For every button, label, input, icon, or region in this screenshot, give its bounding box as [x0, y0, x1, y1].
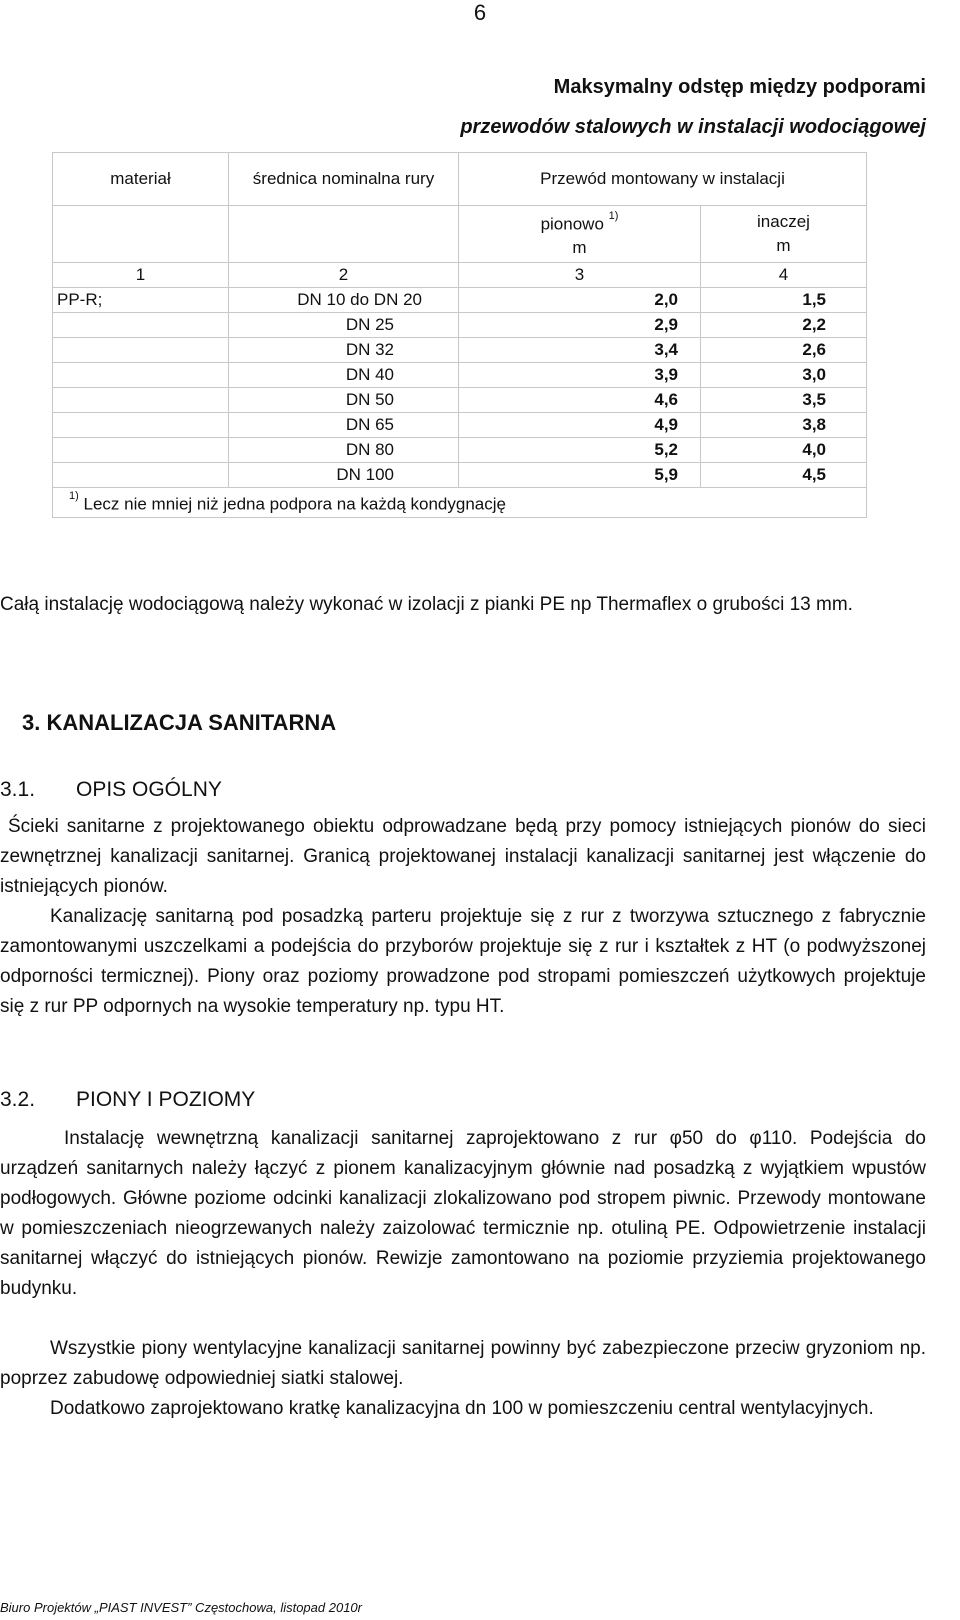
table-header-row — [53, 153, 867, 206]
dn-cell: DN 80 — [229, 438, 459, 463]
dn-cell: DN 25 — [229, 313, 459, 338]
header-vertical-label: pionowo — [540, 214, 604, 234]
paragraph: Ścieki sanitarne z projektowanego obiektu odprowadzane będą przy pomocy istniejących pionów do sieci zewnętrznej kanalizacji sanitarnej. Granicą projektowanej instalacji kanalizacji sanitarnej jest włączenie do istniejących pionów. — [0, 816, 926, 897]
table-row — [53, 463, 867, 488]
table-title: Maksymalny odstęp między podporami — [553, 76, 926, 98]
footnote-reference: 1) — [608, 209, 619, 222]
column-number: 2 — [229, 263, 459, 288]
material-cell — [53, 388, 229, 413]
table-row — [53, 413, 867, 438]
header-otherwise — [701, 206, 867, 263]
column-number-row — [53, 263, 867, 288]
dn-cell: DN 32 — [229, 338, 459, 363]
dn-cell: DN 50 — [229, 388, 459, 413]
column-number: 4 — [701, 263, 867, 288]
otherwise-cell: 3,5 — [701, 388, 867, 413]
dn-cell: DN 100 — [229, 463, 459, 488]
subsection-number: 3.2. — [0, 1088, 36, 1111]
otherwise-cell: 2,6 — [701, 338, 867, 363]
dn-cell: DN 40 — [229, 363, 459, 388]
footnote-text: Lecz nie mniej niż jedna podpora na każdą kondygnację — [83, 494, 506, 514]
header-otherwise-label: inaczej — [757, 212, 810, 231]
otherwise-cell: 3,8 — [701, 413, 867, 438]
column-number: 3 — [459, 263, 701, 288]
material-cell — [53, 413, 229, 438]
subsection-title: OPIS OGÓLNY — [76, 778, 222, 801]
header-otherwise-unit: m — [776, 236, 791, 255]
vertical-cell: 2,0 — [459, 288, 701, 313]
subsection-number: 3.1. — [0, 778, 36, 801]
material-cell: PP-R; — [53, 288, 229, 313]
dn-cell: DN 65 — [229, 413, 459, 438]
table-header-row — [53, 206, 867, 263]
otherwise-cell: 4,0 — [701, 438, 867, 463]
vertical-cell: 2,9 — [459, 313, 701, 338]
table-subtitle: przewodów stalowych w instalacji wodociągowej — [460, 116, 926, 138]
table-row — [53, 338, 867, 363]
vertical-cell: 5,9 — [459, 463, 701, 488]
otherwise-cell: 3,0 — [701, 363, 867, 388]
vertical-cell: 4,6 — [459, 388, 701, 413]
header-empty — [229, 206, 459, 263]
column-number: 1 — [53, 263, 229, 288]
paragraph: Kanalizację sanitarną pod posadzką parteru projektuje się z rur z tworzywa sztucznego z fabrycznie zamontowanymi uszczelkami a podejścia do przyborów projektuje się z rur i kształtek z HT (o podwyższonej odporności termicznej). Piony oraz poziomy prowadzone pod stropami pomieszczeń użytkowych projektuje się z rur PP odpornych na wysokie temperatury np. typu HT. — [0, 906, 926, 1017]
footnote-mark: 1) — [69, 490, 79, 502]
material-cell — [53, 313, 229, 338]
material-cell — [53, 463, 229, 488]
table-footnote — [53, 488, 867, 518]
subsection-title: PIONY I POZIOMY — [76, 1088, 256, 1111]
paragraph: Dodatkowo zaprojektowano kratkę kanalizacyjna dn 100 w pomieszczeniu central wentylacyjnych. — [50, 1398, 874, 1419]
material-cell — [53, 438, 229, 463]
paragraph: Instalację wewnętrzną kanalizacji sanitarnej zaprojektowano z rur φ50 do φ110. Podejścia do urządzeń sanitarnych należy łączyć z pionem kanalizacyjnym głównie nad posadzką z wyjątkiem wpustów podłogowych. Główne poziome odcinki kanalizacji zlokalizowano pod stropem piwnic. Przewody montowane w pomieszczeniach nieogrzewanych należy zaizolować termicznie np. otuliną PE. Odpowietrzenie instalacji sanitarnej włączyć do istniejących pionów. Rewizje zamontowano na poziomie przyziemia projektowanego budynku. — [0, 1128, 926, 1299]
header-installed: Przewód montowany w instalacji — [459, 153, 867, 206]
section-heading: 3. KANALIZACJA SANITARNA — [22, 710, 337, 735]
table-row — [53, 438, 867, 463]
material-cell — [53, 338, 229, 363]
header-vertical-unit: m — [572, 238, 587, 258]
insulation-note: Całą instalację wodociągową należy wykonać w izolacji z pianki PE np Thermaflex o grubości 13 mm. — [0, 594, 853, 615]
otherwise-cell: 4,5 — [701, 463, 867, 488]
header-empty — [53, 206, 229, 263]
header-diameter: średnica nominalna rury — [229, 153, 459, 206]
support-spacing-table — [52, 152, 867, 518]
table-row — [53, 363, 867, 388]
footnote-row — [53, 488, 867, 518]
material-cell — [53, 363, 229, 388]
vertical-cell: 3,4 — [459, 338, 701, 363]
table-row — [53, 388, 867, 413]
otherwise-cell: 2,2 — [701, 313, 867, 338]
paragraph: Wszystkie piony wentylacyjne kanalizacji sanitarnej powinny być zabezpieczone przeciw gryzoniom np. poprzez zabudowę odpowiedniej siatki stalowej. — [0, 1338, 926, 1389]
header-material: materiał — [53, 153, 229, 206]
otherwise-cell: 1,5 — [701, 288, 867, 313]
vertical-cell: 4,9 — [459, 413, 701, 438]
page-number: 6 — [473, 0, 487, 25]
page-footer: Biuro Projektów „PIAST INVEST” Częstochowa, listopad 2010r — [0, 1600, 362, 1615]
vertical-cell: 3,9 — [459, 363, 701, 388]
table-row — [53, 313, 867, 338]
header-vertical — [459, 206, 701, 263]
dn-cell: DN 10 do DN 20 — [229, 288, 459, 313]
vertical-cell: 5,2 — [459, 438, 701, 463]
table-row — [53, 288, 867, 313]
